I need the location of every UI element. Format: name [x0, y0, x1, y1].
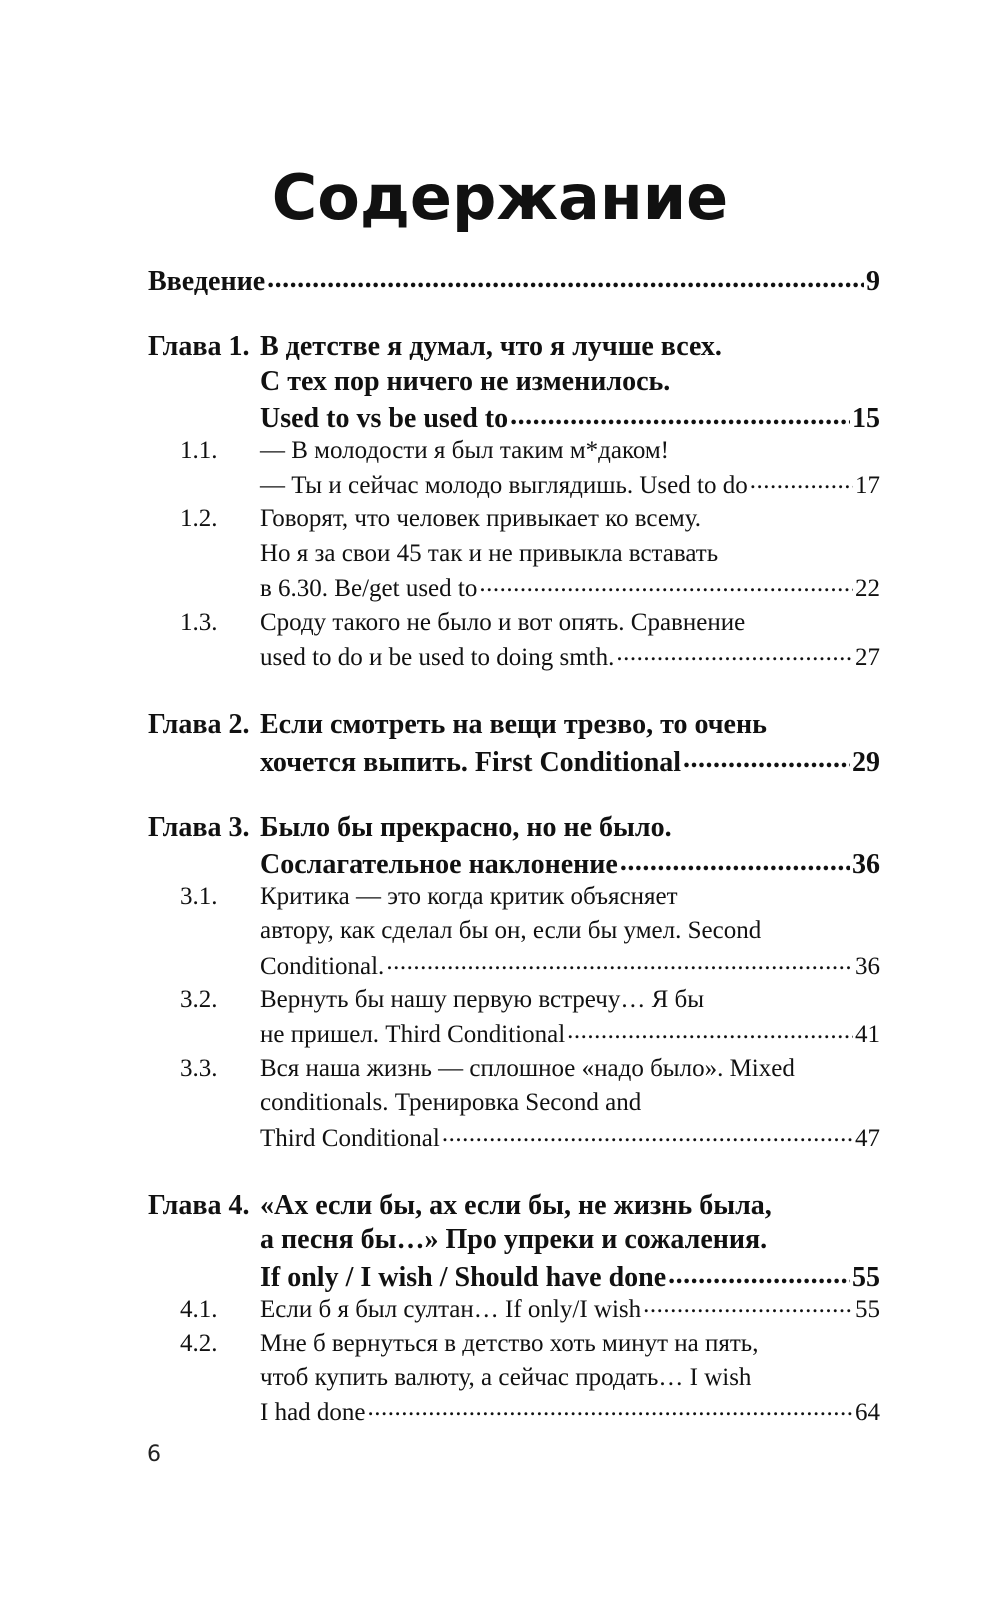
toc-entry-chapter-3	[148, 811, 880, 880]
dot-leader	[510, 399, 850, 427]
entry-title-text: Third Conditional	[260, 1124, 440, 1152]
dot-leader	[479, 571, 853, 596]
entry-page-number: 36	[852, 849, 880, 881]
toc-entry-chapter-4	[148, 1189, 880, 1292]
toc-line	[148, 606, 880, 640]
entry-number: 3.1.	[180, 882, 218, 910]
entry-title-text: Сроду такого не было и вот опять. Сравнение	[260, 608, 746, 636]
toc-line	[148, 365, 880, 399]
toc-line	[148, 399, 880, 433]
entry-title-text: чтоб купить валюту, а сейчас продать… I wish	[260, 1363, 752, 1391]
entry-page-number: 27	[855, 643, 880, 671]
entry-title-text: — Ты и сейчас молодо выглядишь. Used to do	[260, 471, 748, 499]
entry-number: 4.2.	[180, 1329, 218, 1357]
toc-line	[148, 1395, 880, 1429]
entry-title-text: В детстве я думал, что я лучше всех.	[260, 331, 722, 363]
entry-page-number: 36	[855, 952, 880, 980]
entry-title-text: — В молодости я был таким м*даком!	[260, 436, 670, 464]
entry-number: Глава 4.	[148, 1189, 250, 1221]
entry-page-number: 29	[852, 746, 880, 778]
toc-entry-chapter-1	[148, 330, 880, 433]
toc-line	[148, 571, 880, 605]
entry-title-text: Вернуть бы нашу первую встречу… Я бы	[260, 986, 705, 1014]
dot-leader	[620, 845, 850, 873]
toc-entry-section	[148, 502, 880, 605]
entry-title-text: Вся наша жизнь — сплошное «надо было». Mixed	[260, 1054, 795, 1082]
dot-leader	[750, 468, 853, 493]
toc-line	[148, 1052, 880, 1086]
toc-line	[148, 1017, 880, 1051]
entry-page-number: 15	[852, 403, 880, 435]
toc-line	[148, 640, 880, 674]
toc-entry-section	[148, 983, 880, 1052]
entry-title-text: Говорят, что человек привыкает ко всему.	[260, 505, 701, 533]
toc-line	[148, 1361, 880, 1395]
entry-number: 4.1.	[180, 1296, 218, 1324]
entry-title-text: автору, как сделал бы он, если бы умел. Second	[260, 917, 762, 945]
entry-page-number: 9	[866, 266, 880, 297]
toc-entry-section	[148, 434, 880, 503]
toc-entry-section	[148, 1327, 880, 1430]
entry-title-text: I had done	[260, 1399, 366, 1427]
toc-line	[148, 949, 880, 983]
entry-title-text: If only / I wish / Should have done	[260, 1261, 667, 1293]
dot-leader	[442, 1121, 853, 1146]
toc-entry-section	[148, 1292, 880, 1326]
toc-entry-section	[148, 606, 880, 675]
toc-line	[148, 330, 880, 364]
toc-line	[148, 1327, 880, 1361]
toc-line	[148, 1121, 880, 1155]
entry-title-text: used to do и be used to doing smth.	[260, 643, 615, 671]
entry-title-text: С тех пор ничего не изменилось.	[260, 365, 671, 397]
dot-leader	[368, 1395, 853, 1420]
entry-page-number: 55	[852, 1261, 880, 1293]
toc-line	[148, 1258, 880, 1292]
toc-line	[148, 811, 880, 845]
dot-leader	[386, 949, 853, 974]
entry-title-text: Если б я был султан… If only/I wish	[260, 1296, 642, 1324]
entry-number: Глава 1.	[148, 331, 250, 363]
toc-entry-chapter-2	[148, 708, 880, 777]
toc-line	[148, 1086, 880, 1120]
entry-title-text: Критика — это когда критик объясняет	[260, 882, 678, 910]
entry-title-text: Conditional.	[260, 952, 385, 980]
toc-line	[148, 1223, 880, 1257]
entry-page-number: 17	[855, 471, 880, 499]
toc-line	[148, 880, 880, 914]
dot-leader	[267, 262, 864, 290]
entry-number: 3.3.	[180, 1054, 218, 1082]
entry-title-text: Сослагательное наклонение	[260, 849, 618, 881]
entry-number: Глава 2.	[148, 709, 250, 741]
toc-entry-intro	[148, 262, 880, 296]
entry-number: 1.3.	[180, 608, 218, 636]
dot-leader	[643, 1292, 853, 1317]
page-number: 6	[147, 1442, 161, 1467]
dot-leader	[683, 743, 850, 771]
entry-title-text: хочется выпить. First Conditional	[260, 746, 682, 778]
entry-title-text: Если смотреть на вещи трезво, то очень	[260, 709, 767, 741]
toc-line	[148, 914, 880, 948]
entry-page-number: 47	[855, 1124, 880, 1152]
entry-page-number: 41	[855, 1021, 880, 1049]
toc-line	[148, 262, 880, 296]
toc-line	[148, 743, 880, 777]
dot-leader	[668, 1258, 850, 1286]
toc-line	[148, 708, 880, 742]
entry-title-text: Было бы прекрасно, но не было.	[260, 812, 672, 844]
entry-number: 1.1.	[180, 436, 218, 464]
toc-entry-section	[148, 1052, 880, 1155]
entry-title-text: Мне б вернуться в детство хоть минут на пять,	[260, 1329, 759, 1357]
toc-line	[148, 502, 880, 536]
table-of-contents	[148, 262, 880, 1430]
entry-page-number: 64	[855, 1399, 880, 1427]
entry-title-text: «Ах если бы, ах если бы, не жизнь была,	[260, 1189, 772, 1221]
toc-line	[148, 1189, 880, 1223]
toc-line	[148, 537, 880, 571]
toc-entry-section	[148, 880, 880, 983]
toc-line	[148, 983, 880, 1017]
toc-line	[148, 1292, 880, 1326]
entry-page-number: 55	[855, 1296, 880, 1324]
entry-title-text: а песня бы…» Про упреки и сожаления.	[260, 1224, 768, 1256]
entry-page-number: 22	[855, 575, 880, 603]
toc-line	[148, 468, 880, 502]
entry-title-text: Used to vs be used to	[260, 403, 509, 435]
entry-number: 1.2.	[180, 505, 218, 533]
entry-title-text: Введение	[148, 266, 266, 297]
entry-title-text: Но я за свои 45 так и не привыкла вставать	[260, 539, 719, 567]
page-title: Содержание	[271, 161, 729, 234]
dot-leader	[567, 1017, 853, 1042]
entry-number: 3.2.	[180, 986, 218, 1014]
dot-leader	[616, 640, 853, 665]
entry-title-text: conditionals. Тренировка Second and	[260, 1089, 642, 1117]
entry-title-text: в 6.30. Be/get used to	[260, 575, 478, 603]
entry-number: Глава 3.	[148, 812, 250, 844]
toc-line	[148, 845, 880, 879]
entry-title-text: не пришел. Third Conditional	[260, 1021, 566, 1049]
toc-line	[148, 434, 880, 468]
